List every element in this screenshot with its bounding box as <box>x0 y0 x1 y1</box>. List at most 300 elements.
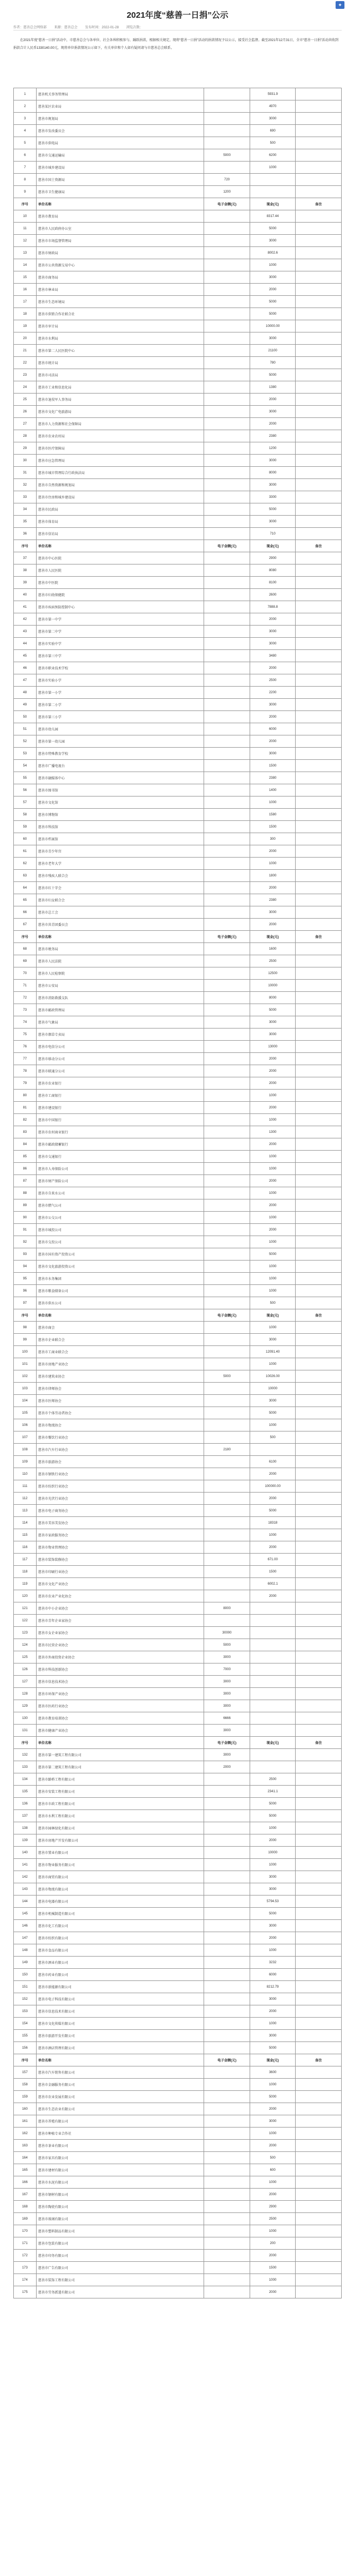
table-row <box>14 1065 342 1077</box>
table-cell: 22 <box>14 357 37 369</box>
table-row <box>14 1908 342 1920</box>
table-row <box>14 2274 342 2286</box>
table-row <box>14 858 342 870</box>
table-cell: 1000 <box>250 2018 296 2030</box>
table-cell: 慈善市建材有限公司 <box>36 2164 204 2176</box>
table-cell <box>204 784 250 797</box>
table-cell <box>204 589 250 601</box>
header-cell: 序号 <box>14 198 37 210</box>
table-cell: 5000 <box>204 1639 250 1651</box>
table-cell <box>296 1480 342 1493</box>
table-cell: 100 <box>14 1346 37 1358</box>
table-cell: 慈善市水利工程有限公司 <box>36 1810 204 1822</box>
table-cell <box>296 1761 342 1773</box>
table-cell: 慈善市农村商业银行 <box>36 1126 204 1138</box>
table-cell <box>296 1407 342 1419</box>
table-cell <box>204 320 250 332</box>
table-cell <box>204 1004 250 1016</box>
table-cell <box>204 1517 250 1529</box>
table-row <box>14 125 342 137</box>
table-cell: 3000 <box>250 906 296 919</box>
table-cell <box>204 1383 250 1395</box>
table-cell <box>204 1053 250 1065</box>
table-cell: 87 <box>14 1175 37 1187</box>
table-row <box>14 723 342 735</box>
table-cell <box>204 2042 250 2054</box>
table-cell <box>204 723 250 735</box>
table-cell: 98 <box>14 1322 37 1334</box>
table-cell <box>204 906 250 919</box>
table-row <box>14 149 342 162</box>
table-row <box>14 1431 342 1444</box>
table-cell: 2000 <box>250 1175 296 1187</box>
table-cell <box>204 503 250 516</box>
header-cell: 现金(元) <box>250 2054 296 2066</box>
table-row <box>14 1407 342 1419</box>
table-cell <box>296 1199 342 1212</box>
table-row <box>14 345 342 357</box>
table-row <box>14 2250 342 2262</box>
table-cell <box>296 1602 342 1615</box>
table-cell: 2000 <box>250 919 296 931</box>
table-cell <box>250 1663 296 1676</box>
table-cell: 慈善市退役军人事务局 <box>36 394 204 406</box>
table-cell <box>296 467 342 479</box>
table-cell: 2000 <box>250 662 296 674</box>
table-row <box>14 418 342 430</box>
table-row <box>14 809 342 821</box>
table-row <box>14 1163 342 1175</box>
table-cell: 2380 <box>250 430 296 442</box>
table-cell: 10026.00 <box>250 1370 296 1383</box>
table-cell: 104 <box>14 1395 37 1407</box>
table-cell <box>204 2140 250 2152</box>
table-cell: 慈善市第二小学 <box>36 699 204 711</box>
table-cell <box>204 357 250 369</box>
table-cell: 慈善市民营企业协会 <box>36 1639 204 1651</box>
table-cell <box>296 259 342 271</box>
table-cell: 159 <box>14 2091 37 2103</box>
table-cell: 1000 <box>250 2176 296 2189</box>
table-cell: 166 <box>14 2176 37 2189</box>
table-row <box>14 1114 342 1126</box>
table-cell <box>296 394 342 406</box>
table-cell: 19 <box>14 320 37 332</box>
table-cell: 慈善市体育局 <box>36 516 204 528</box>
table-cell <box>296 1456 342 1468</box>
intro-paragraph: 在2021年度“慈善一日捐”活动中，市慈善总会与各单位、社会各界积极参与、踊跃捐款，根据相关规定，现将“慈善一日捐”活动的捐款情况予以公示，接受社会监督。截至2021年12月31日，全市“慈善一日捐”活动共收到捐款合计人民币1330140.00元，现将单位捐款情况公示如下，有关单位和个人如有疑问请与市慈善总会联系。 <box>13 39 339 50</box>
table-cell: 53 <box>14 748 37 760</box>
table-cell <box>204 88 250 100</box>
table-cell <box>296 1041 342 1053</box>
table-cell <box>296 809 342 821</box>
table-cell: 600 <box>250 2164 296 2176</box>
table-cell: 70 <box>14 967 37 980</box>
table-row <box>14 699 342 711</box>
table-cell: 慈善市美容美发协会 <box>36 1517 204 1529</box>
table-cell: 慈善市人力资源和社会保障局 <box>36 418 204 430</box>
table-cell <box>296 1053 342 1065</box>
table-cell: 慈善市档案馆 <box>36 833 204 845</box>
header-cell: 电子金额(元) <box>204 2054 250 2066</box>
table-cell <box>204 1505 250 1517</box>
table-cell <box>296 1786 342 1798</box>
table-cell <box>204 1273 250 1285</box>
table-cell: 56 <box>14 784 37 797</box>
table-cell <box>204 1029 250 1041</box>
table-cell: 500 <box>250 2152 296 2164</box>
table-cell <box>204 1163 250 1175</box>
table-cell <box>204 1493 250 1505</box>
table-row <box>14 589 342 601</box>
table-cell: 68 <box>14 943 37 955</box>
table-cell: 慈善市电子科技有限公司 <box>36 1993 204 2005</box>
table-row <box>14 1981 342 1993</box>
table-cell <box>204 1981 250 1993</box>
table-cell <box>204 1297 250 1309</box>
table-cell <box>204 1566 250 1578</box>
table-cell: 1000 <box>250 858 296 870</box>
table-cell <box>250 1676 296 1688</box>
meta-date: 发布时间：2022-01-28 <box>85 26 119 29</box>
table-cell <box>204 528 250 540</box>
table-cell <box>204 552 250 564</box>
table-cell: 62 <box>14 858 37 870</box>
table-cell: 125 <box>14 1651 37 1663</box>
table-cell: 慈善某区农业局 <box>36 100 204 113</box>
table-cell: 慈善市信访局 <box>36 528 204 540</box>
table-cell: 3000 <box>250 1883 296 1896</box>
table-cell <box>204 113 250 125</box>
table-cell: 慈善市老年大学 <box>36 858 204 870</box>
table-cell: 1000 <box>250 259 296 271</box>
table-cell: 1500 <box>250 2262 296 2274</box>
table-cell <box>296 162 342 174</box>
table-row <box>14 455 342 467</box>
table-cell <box>204 1554 250 1566</box>
table-cell <box>204 1261 250 1273</box>
table-cell: 112 <box>14 1493 37 1505</box>
table-cell: 慈善市药业有限公司 <box>36 1969 204 1981</box>
table-cell: 慈善市职业技术学校 <box>36 662 204 674</box>
table-cell: 8080 <box>250 564 296 577</box>
table-row <box>14 1883 342 1896</box>
table-cell <box>204 2066 250 2079</box>
table-cell: 51 <box>14 723 37 735</box>
table-cell: 85 <box>14 1151 37 1163</box>
table-cell: 3000 <box>250 235 296 247</box>
table-cell: 慈善市水务集团 <box>36 1273 204 1285</box>
table-cell <box>204 2237 250 2250</box>
table-cell <box>296 833 342 845</box>
table-row <box>14 1993 342 2005</box>
header-cell: 现金(元) <box>250 540 296 552</box>
table-cell: 155 <box>14 2030 37 2042</box>
table-cell: 2000 <box>250 1138 296 1151</box>
table-row <box>14 1297 342 1309</box>
page-title: 2021年度“慈善一日捐”公示 <box>126 11 229 20</box>
table-cell <box>296 1847 342 1859</box>
table-cell: 7888.8 <box>250 601 296 613</box>
table-cell <box>296 2140 342 2152</box>
table-cell: 慈善市电信分公司 <box>36 1041 204 1053</box>
table-cell: 3000 <box>250 455 296 467</box>
table-cell <box>250 1761 296 1773</box>
table-cell: 2000 <box>250 2286 296 2298</box>
table-cell <box>296 1090 342 1102</box>
table-cell <box>296 845 342 858</box>
header-cell: 电子金额(元) <box>204 540 250 552</box>
table-cell <box>296 2225 342 2237</box>
table-cell: 34 <box>14 503 37 516</box>
table-row <box>14 320 342 332</box>
table-cell <box>296 125 342 137</box>
table-cell: 48 <box>14 687 37 699</box>
table-cell: 3232 <box>250 1957 296 1969</box>
table-cell <box>204 699 250 711</box>
table-cell: 42 <box>14 613 37 626</box>
table-cell: 27 <box>14 418 37 430</box>
table-cell: 8 <box>14 174 37 186</box>
table-row <box>14 1810 342 1822</box>
table-cell: 10000 <box>250 1847 296 1859</box>
table-cell: 1000 <box>250 2079 296 2091</box>
table-cell <box>204 1456 250 1468</box>
table-cell <box>296 1639 342 1651</box>
table-cell: 148 <box>14 1944 37 1957</box>
table-cell <box>250 1639 296 1651</box>
table-cell <box>296 1297 342 1309</box>
table-cell <box>296 1236 342 1248</box>
table-cell: 慈善市建筑业协会 <box>36 1370 204 1383</box>
header-cell: 序号 <box>14 931 37 943</box>
table-row <box>14 1175 342 1187</box>
table-cell <box>204 1016 250 1029</box>
table-cell <box>296 88 342 100</box>
table-cell <box>204 613 250 626</box>
table-cell <box>204 1541 250 1554</box>
table-cell: 慈善市文化旅游投资公司 <box>36 1261 204 1273</box>
table-cell <box>296 906 342 919</box>
table-cell: 慈善市科技创新协会 <box>36 1663 204 1676</box>
table-cell: 55 <box>14 772 37 784</box>
table-row <box>14 1419 342 1431</box>
table-cell: 3000 <box>250 699 296 711</box>
table-cell <box>204 2091 250 2103</box>
table-cell: 1000 <box>250 1273 296 1285</box>
table-cell: 慈善市妇幼保健院 <box>36 589 204 601</box>
table-cell: 57 <box>14 797 37 809</box>
table-cell <box>250 1700 296 1712</box>
table-cell <box>250 1712 296 1725</box>
table-cell: 91 <box>14 1224 37 1236</box>
table-cell <box>296 320 342 332</box>
table-cell <box>296 381 342 394</box>
table-cell: 139 <box>14 1834 37 1847</box>
table-cell <box>204 967 250 980</box>
table-cell: 1000 <box>250 1163 296 1175</box>
table-cell: 30 <box>14 455 37 467</box>
table-row <box>14 528 342 540</box>
table-cell: 1000 <box>250 1090 296 1102</box>
table-cell: 1000 <box>250 1187 296 1199</box>
table-cell: 慈善市国土资源局 <box>36 174 204 186</box>
table-cell: 131 <box>14 1725 37 1737</box>
table-cell: 6002.1 <box>250 1578 296 1590</box>
table-cell: 92 <box>14 1236 37 1248</box>
table-cell <box>204 2274 250 2286</box>
header-cell: 电子金额(元) <box>204 1737 250 1749</box>
table-cell: 慈善市机械制造有限公司 <box>36 1908 204 1920</box>
table-cell <box>296 967 342 980</box>
table-cell: 慈善市发改委员会 <box>36 125 204 137</box>
table-cell: 慈善市博物馆 <box>36 809 204 821</box>
table-cell: 慈善市残疾人联合会 <box>36 870 204 882</box>
table-row <box>14 833 342 845</box>
table-cell: 慈善市文化产业协会 <box>36 1578 204 1590</box>
table-cell: 117 <box>14 1554 37 1566</box>
table-cell: 慈善市文化传媒有限公司 <box>36 2018 204 2030</box>
table-row <box>14 845 342 858</box>
table-cell: 89 <box>14 1199 37 1212</box>
table-cell: 1600 <box>250 943 296 955</box>
table-cell: 6200 <box>250 149 296 162</box>
table-cell: 慈善市劳务派遣有限公司 <box>36 2286 204 2298</box>
table-cell <box>296 1566 342 1578</box>
table-row <box>14 2042 342 2054</box>
table-row <box>14 967 342 980</box>
table-row <box>14 2201 342 2213</box>
table-cell <box>204 394 250 406</box>
table-cell: 144 <box>14 1896 37 1908</box>
table-cell: 136 <box>14 1798 37 1810</box>
table-cell <box>296 1896 342 1908</box>
table-cell: 171 <box>14 2237 37 2250</box>
header-cell: 电子金额(元) <box>204 931 250 943</box>
table-cell: 慈善市装饰装修协会 <box>36 1554 204 1566</box>
table-cell <box>204 870 250 882</box>
table-cell <box>296 357 342 369</box>
table-cell: 61 <box>14 845 37 858</box>
table-cell <box>296 137 342 149</box>
table-row <box>14 1847 342 1859</box>
table-cell: 慈善市烟草专卖局 <box>36 1029 204 1041</box>
table-cell <box>204 1920 250 1932</box>
table-cell: 10000.00 <box>250 320 296 332</box>
table-row <box>14 772 342 784</box>
table-cell: 3000 <box>250 626 296 638</box>
table-cell <box>296 2176 342 2189</box>
table-cell <box>204 1798 250 1810</box>
table-cell: 1000 <box>250 797 296 809</box>
table-cell: 慈善市工商银行 <box>36 1090 204 1102</box>
table-cell <box>296 1016 342 1029</box>
table-cell: 3300 <box>250 491 296 503</box>
table-cell <box>296 223 342 235</box>
table-cell: 2000 <box>250 1541 296 1554</box>
table-cell: 慈善市总工会 <box>36 906 204 919</box>
table-cell: 慈善市企业联合会 <box>36 1334 204 1346</box>
table-row <box>14 1871 342 1883</box>
table-cell <box>296 564 342 577</box>
table-cell: 2000 <box>204 1761 250 1773</box>
table-cell: 72 <box>14 992 37 1004</box>
table-cell <box>296 1957 342 1969</box>
table-cell: 50 <box>14 711 37 723</box>
table-cell <box>296 2286 342 2298</box>
table-cell <box>296 174 342 186</box>
table-cell: 14 <box>14 259 37 271</box>
table-cell <box>296 1163 342 1175</box>
table-cell: 123 <box>14 1627 37 1639</box>
table-cell: 24 <box>14 381 37 394</box>
table-cell: 86 <box>14 1163 37 1175</box>
table-cell: 8000 <box>204 1602 250 1615</box>
table-cell <box>204 735 250 748</box>
table-cell <box>204 894 250 906</box>
table-row <box>14 2079 342 2091</box>
table-row <box>14 1676 342 1688</box>
table-row <box>14 1395 342 1407</box>
table-cell <box>296 491 342 503</box>
table-cell <box>204 1065 250 1077</box>
table-cell: 慈善市财政局 <box>36 247 204 259</box>
table-row <box>14 100 342 113</box>
table-row <box>14 1627 342 1639</box>
table-cell <box>296 1285 342 1297</box>
table-cell: 94 <box>14 1261 37 1273</box>
header-cell: 电子金额(元) <box>204 1309 250 1322</box>
table-cell <box>204 418 250 430</box>
table-cell <box>296 1493 342 1505</box>
table-cell: 12 <box>14 235 37 247</box>
table-cell: 慈善市环保产业协会 <box>36 1688 204 1700</box>
table-cell <box>204 2005 250 2018</box>
table-cell: 慈善市家政服务协会 <box>36 1529 204 1541</box>
table-cell: 13000 <box>250 1041 296 1053</box>
table-cell: 慈善市交通运输局 <box>36 149 204 162</box>
table-cell <box>296 186 342 198</box>
header-cell: 备注 <box>296 198 342 210</box>
table-cell <box>250 1725 296 1737</box>
table-cell: 15 <box>14 271 37 284</box>
table-cell <box>296 1126 342 1138</box>
table-cell <box>296 1102 342 1114</box>
table-row <box>14 735 342 748</box>
table-row <box>14 797 342 809</box>
table-cell: 3000 <box>250 516 296 528</box>
table-row <box>14 442 342 455</box>
table-cell: 121 <box>14 1602 37 1615</box>
table-cell <box>296 1541 342 1554</box>
table-cell: 23 <box>14 369 37 381</box>
table-cell: 慈善市文化馆 <box>36 797 204 809</box>
table-row <box>14 1468 342 1480</box>
table-cell: 慈善市教育局 <box>36 210 204 223</box>
table-row <box>14 1138 342 1151</box>
table-row <box>14 1663 342 1676</box>
table-cell: 5000 <box>250 1248 296 1261</box>
table-cell: 25 <box>14 394 37 406</box>
table-cell: 慈善市联通分公司 <box>36 1065 204 1077</box>
table-cell <box>296 2152 342 2164</box>
table-row <box>14 296 342 308</box>
table-row <box>14 1126 342 1138</box>
table-cell <box>204 430 250 442</box>
table-row <box>14 577 342 589</box>
table-cell: 83 <box>14 1126 37 1138</box>
table-row <box>14 406 342 418</box>
